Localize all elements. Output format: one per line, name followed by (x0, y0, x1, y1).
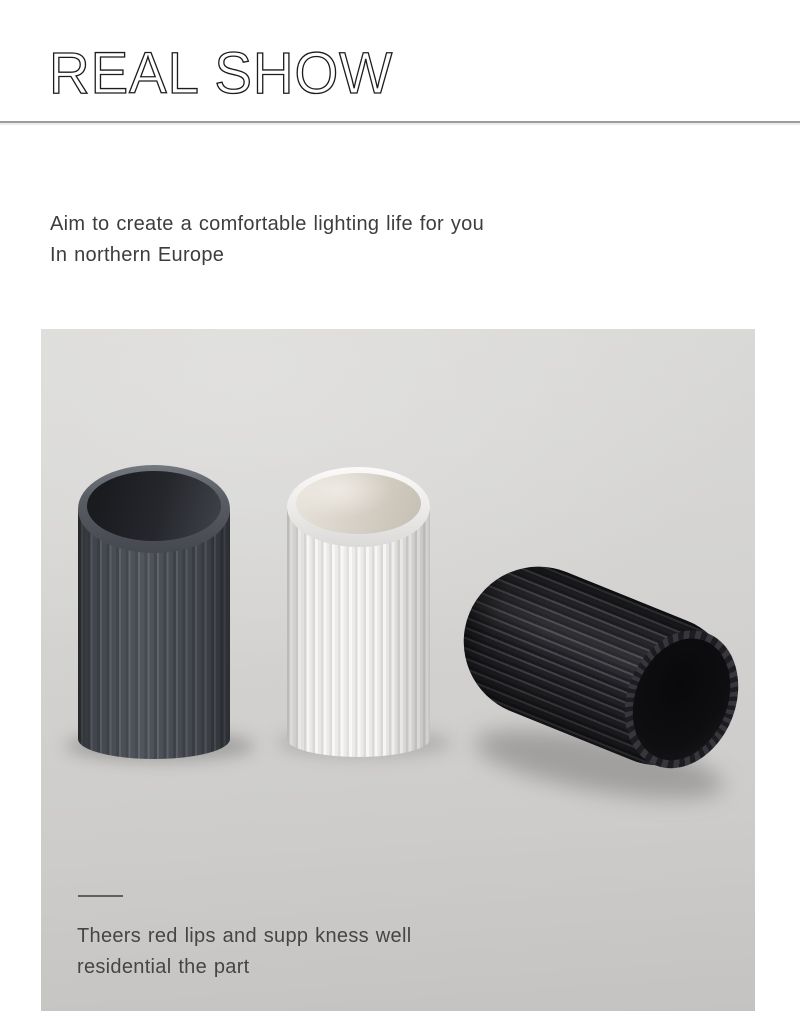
header-divider (0, 121, 800, 123)
page-title: REAL SHOW (49, 41, 394, 106)
intro-text (50, 209, 484, 271)
white-vase-rim (287, 467, 430, 547)
caption-line-2: residential the part (77, 956, 250, 978)
ribbed-vase-dark-gray (78, 465, 230, 759)
intro-line-1: Aim to create a comfortable lighting life for you (50, 213, 485, 235)
white-vase-opening (296, 473, 421, 534)
intro-line-2: In northern Europe (50, 244, 225, 266)
caption-line-1: Theers red lips and supp kness well (77, 925, 412, 947)
dark-vase-opening (87, 471, 221, 541)
ribbed-vase-white (287, 467, 430, 757)
caption-dash (78, 895, 123, 897)
dark-vase-rim (78, 465, 230, 553)
product-photo (41, 329, 755, 1011)
caption-text (77, 921, 411, 983)
